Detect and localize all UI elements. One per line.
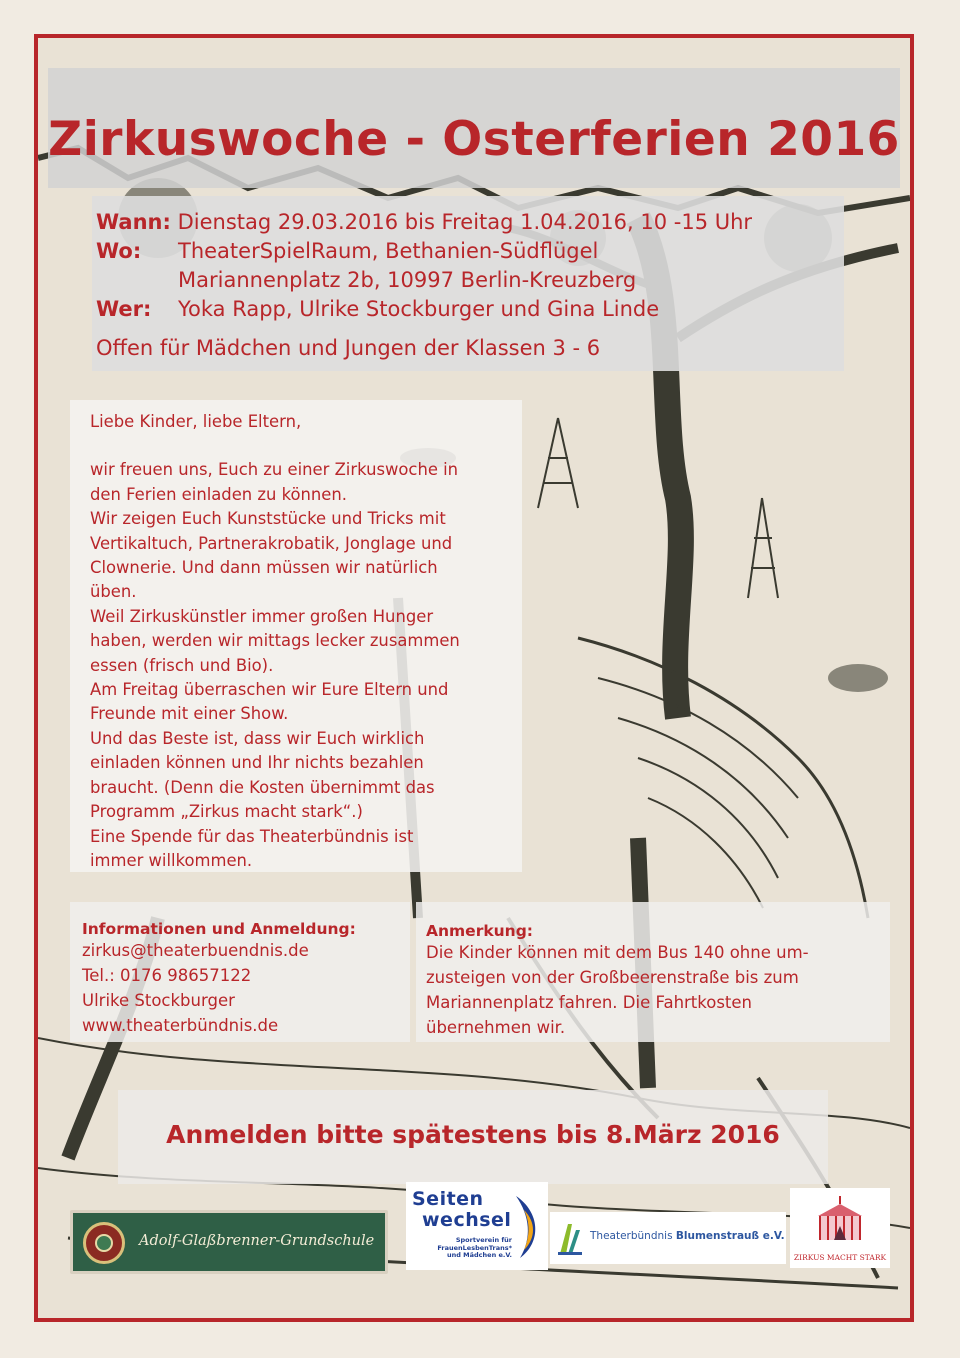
letter-line: üben. [90, 582, 137, 602]
when-label: Wann: [96, 210, 171, 234]
flower-icon [556, 1220, 584, 1256]
when-row [96, 210, 752, 234]
letter-line: Am Freitag überraschen wir Eure Eltern und [90, 680, 449, 700]
who-value: Yoka Rapp, Ulrike Stockburger und Gina Linde [178, 297, 660, 321]
note-line: übernehmen wir. [426, 1018, 566, 1037]
note-box [416, 902, 890, 1042]
letter-text [90, 410, 520, 873]
note-line: zusteigen von der Großbeerenstraße bis zum [426, 968, 799, 987]
circus-tent-icon [812, 1194, 868, 1244]
letter-line: einladen können und Ihr nichts bezahlen [90, 753, 424, 773]
audience-line: Offen für Mädchen und Jungen der Klassen 3 - 6 [96, 336, 601, 360]
where-label: Wo: [96, 239, 142, 263]
zirkus-caption: ZIRKUS MACHT STARK [793, 1253, 887, 1262]
letter-line: Eine Spende für das Theaterbündnis ist [90, 826, 414, 846]
sail-icon [514, 1192, 544, 1262]
contact-phone: Tel.: 0176 98657122 [82, 966, 252, 985]
theaterbuendnis-name: Theaterbündnis Blumenstrauß e.V. [590, 1230, 785, 1242]
seitenwechsel-logo [406, 1182, 548, 1270]
letter-greeting: Liebe Kinder, liebe Eltern, [90, 412, 302, 431]
letter-line: essen (frisch und Bio). [90, 655, 274, 675]
letter-line: Und das Beste ist, dass wir Euch wirklich [90, 728, 425, 748]
when-value: Dienstag 29.03.2016 bis Freitag 1.04.2016, 10 -15 Uhr [177, 210, 753, 234]
letter-line: haben, werden wir mittags lecker zusammen [90, 631, 460, 651]
note-line: Die Kinder können mit dem Bus 140 ohne um- [426, 943, 809, 962]
title-band [48, 68, 900, 188]
letter-line: Freunde mit einer Show. [90, 704, 289, 724]
seitenwechsel-word-2: wechsel [422, 1209, 512, 1231]
letter-line: Vertikaltuch, Partnerakrobatik, Jonglage und [90, 533, 453, 553]
seitenwechsel-word-1: Seiten [412, 1188, 484, 1210]
contact-website-link[interactable]: www.theaterbündnis.de [82, 1016, 279, 1035]
poster-title: Zirkuswoche - Osterferien 2016 [48, 112, 900, 167]
letter-line: Wir zeigen Euch Kunststücke und Tricks mit [90, 509, 446, 529]
registration-deadline: Anmelden bitte spätestens bis 8.März 2016 [166, 1120, 780, 1149]
letter-line: Weil Zirkuskünstler immer großen Hunger [90, 606, 434, 626]
theaterbuendnis-logo [550, 1212, 786, 1264]
seitenwechsel-subtitle: Sportverein für FrauenLesbenTrans* und Mädchen e.V. [437, 1236, 512, 1259]
letter-panel [70, 400, 522, 872]
letter-line: immer willkommen. [90, 850, 253, 870]
zirkus-macht-stark-logo [790, 1188, 890, 1268]
where-value-line-2: Mariannenplatz 2b, 10997 Berlin-Kreuzberg [178, 268, 637, 292]
letter-line: Programm „Zirkus macht stark“.) [90, 802, 363, 822]
letter-line: braucht. (Denn die Kosten übernimmt das [90, 777, 435, 797]
contact-heading: Informationen und Anmeldung: [82, 920, 356, 938]
deadline-band [118, 1090, 828, 1184]
letter-line: wir freuen uns, Euch zu einer Zirkuswoche in [90, 460, 459, 480]
letter-line: den Ferien einladen zu können. [90, 484, 347, 504]
where-value-line-1: TheaterSpielRaum, Bethanien-Südflügel [178, 239, 599, 263]
school-name: Adolf-Glaßbrenner-Grundschule [139, 1233, 375, 1249]
contact-box [70, 902, 410, 1042]
note-line: Mariannenplatz fahren. Die Fahrtkosten [426, 993, 753, 1012]
letter-line: Clownerie. Und dann müssen wir natürlich [90, 558, 438, 578]
school-seal-icon [83, 1222, 125, 1264]
contact-person: Ulrike Stockburger [82, 991, 235, 1010]
contact-email-link[interactable]: zirkus@theaterbuendnis.de [82, 941, 309, 960]
poster-frame [34, 34, 914, 1322]
who-label: Wer: [96, 297, 152, 321]
note-heading: Anmerkung: [426, 922, 534, 940]
event-info-box [92, 196, 844, 371]
school-logo [70, 1210, 388, 1274]
